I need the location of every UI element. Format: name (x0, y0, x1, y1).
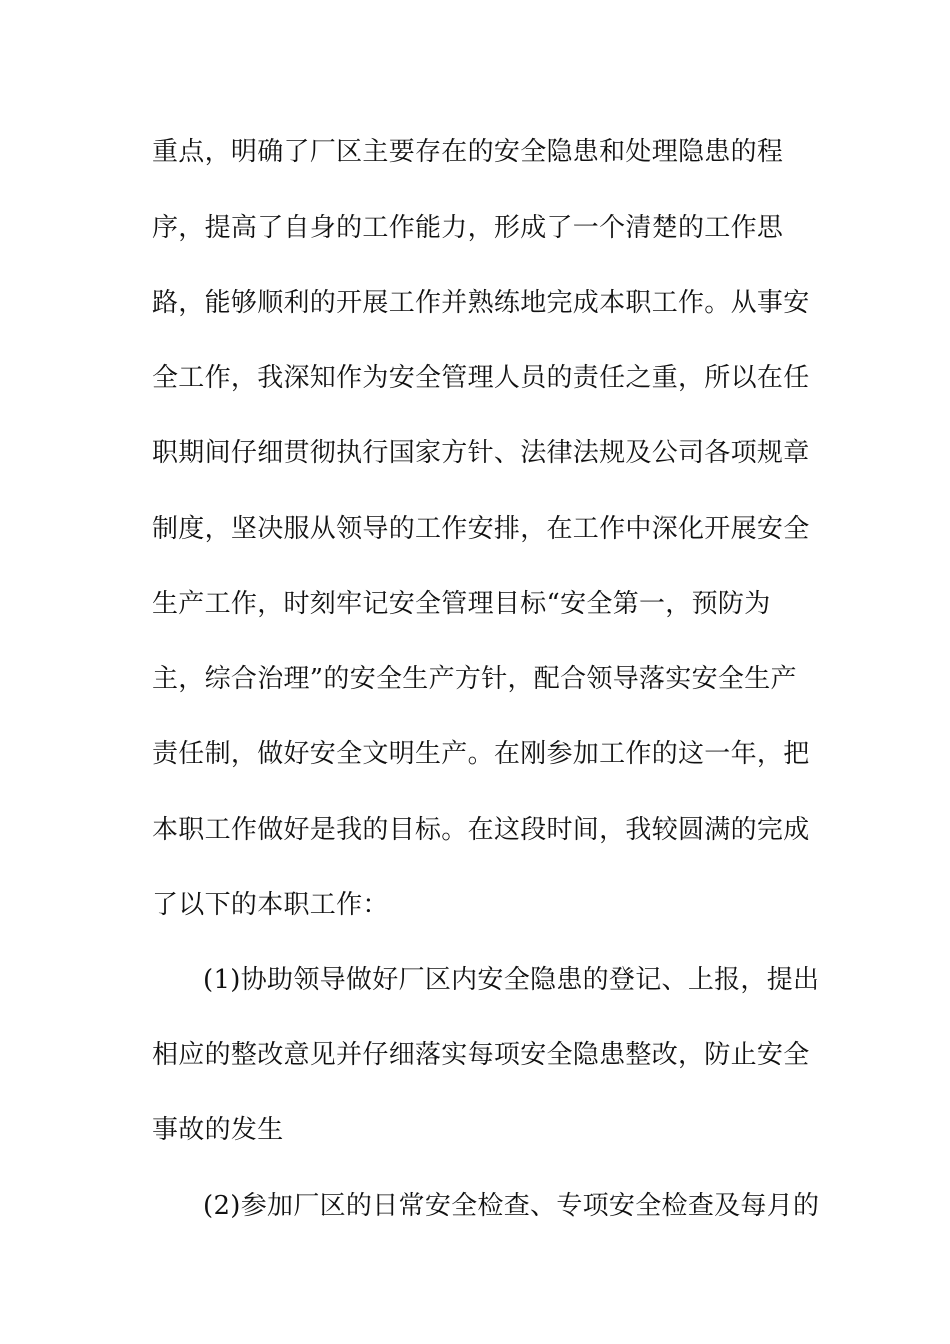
body-text-line: 本职工作做好是我的目标。在这段时间，我较圆满的完成 (152, 815, 810, 845)
body-text-line: 全工作，我深知作为安全管理人员的责任之重，所以在任 (152, 363, 810, 393)
body-text-line: 重点，明确了厂区主要存在的安全隐患和处理隐患的程 (152, 137, 784, 167)
body-text-line: 了以下的本职工作： (152, 890, 389, 920)
body-text-line: 主，综合治理”的安全生产方针，配合领导落实安全生产 (152, 664, 797, 694)
body-text-line: 路，能够顺利的开展工作并熟练地完成本职工作。从事安 (152, 288, 810, 318)
body-text-line: 序，提高了自身的工作能力，形成了一个清楚的工作思 (152, 213, 784, 243)
list-item-1-line: (1)协助领导做好厂区内安全隐患的登记、上报，提出 (203, 965, 820, 995)
list-item-1-line: 事故的发生 (152, 1115, 284, 1145)
body-text-line: 生产工作，时刻牢记安全管理目标“安全第一，预防为 (152, 589, 771, 619)
body-text-line: 责任制，做好安全文明生产。在刚参加工作的这一年，把 (152, 739, 810, 769)
body-text-line: 职期间仔细贯彻执行国家方针、法律法规及公司各项规章 (152, 438, 810, 468)
list-item-2-line: (2)参加厂区的日常安全检查、专项安全检查及每月的 (203, 1191, 820, 1221)
body-text-line: 制度，坚决服从领导的工作安排，在工作中深化开展安全 (152, 514, 810, 544)
list-item-1-line: 相应的整改意见并仔细落实每项安全隐患整改，防止安全 (152, 1040, 810, 1070)
